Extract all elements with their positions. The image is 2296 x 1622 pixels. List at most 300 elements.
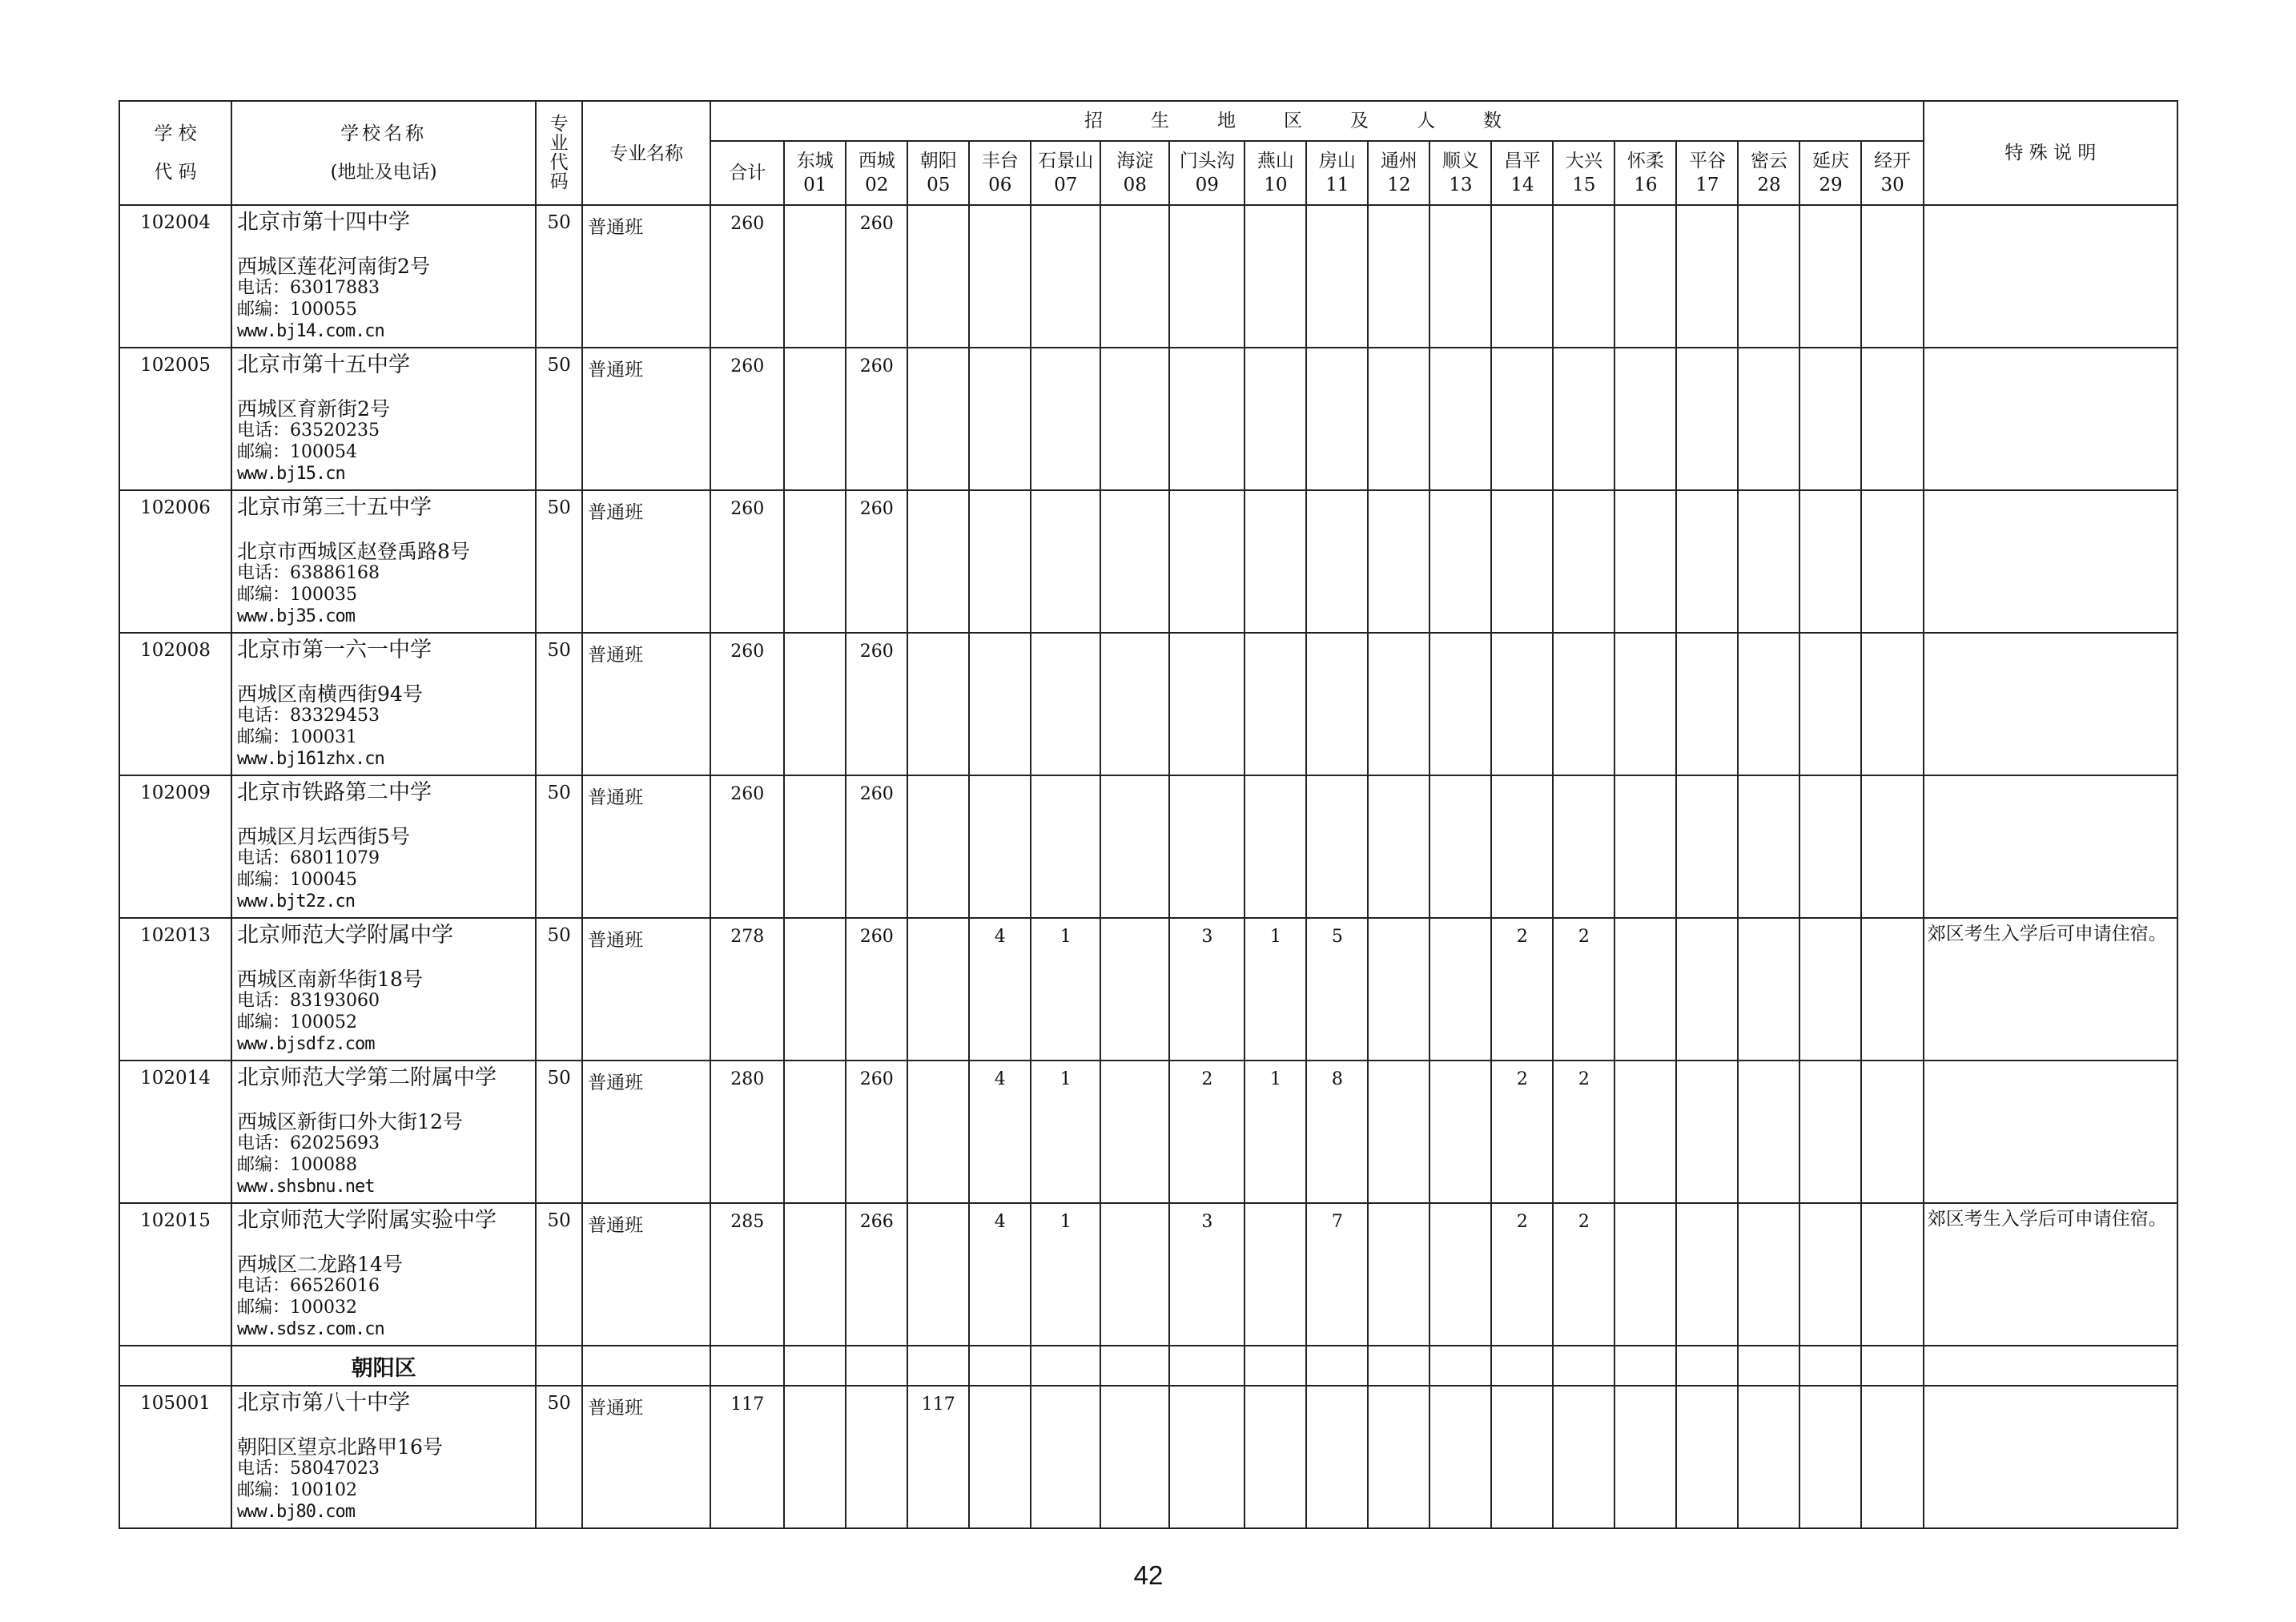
region-count-06 — [969, 633, 1031, 775]
header-region-02 — [846, 141, 907, 205]
header-region-12 — [1368, 141, 1429, 205]
region-count-09 — [1169, 205, 1245, 348]
region-count-10 — [1245, 490, 1306, 633]
region-count-02: 260 — [846, 490, 907, 633]
region-count-28 — [1738, 1203, 1799, 1346]
school-info — [231, 490, 536, 633]
region-count-06 — [969, 775, 1031, 918]
region-count-17 — [1676, 918, 1738, 1061]
region-name: 门头沟 — [1179, 151, 1235, 171]
region-count-17 — [1676, 633, 1738, 775]
region-count-01 — [784, 205, 846, 348]
region-count-05 — [907, 775, 969, 918]
school-postcode: 邮编：100035 — [237, 585, 358, 605]
region-count-16 — [1614, 633, 1676, 775]
school-name: 北京市第一六一中学 — [237, 638, 432, 662]
region-count-09: 2 — [1169, 1061, 1245, 1203]
region-count-05 — [907, 205, 969, 348]
region-count-07: 1 — [1031, 1203, 1100, 1346]
school-code: 102013 — [119, 918, 231, 1061]
region-count-15 — [1553, 775, 1614, 918]
school-address: 朝阳区望京北路甲16号 — [237, 1435, 443, 1459]
region-code: 08 — [1123, 175, 1147, 195]
region-count-30 — [1861, 775, 1923, 918]
major-code: 50 — [536, 1386, 582, 1528]
major-code: 50 — [536, 633, 582, 775]
region-name: 燕山 — [1257, 151, 1294, 171]
region-count-06 — [969, 348, 1031, 490]
region-count-17 — [1676, 348, 1738, 490]
region-count-12 — [1368, 775, 1429, 918]
special-note — [1924, 205, 2177, 348]
region-name: 怀柔 — [1627, 151, 1664, 171]
enrollment-table — [119, 100, 2178, 1529]
region-count-07: 1 — [1031, 1061, 1100, 1203]
region-count-30 — [1861, 490, 1923, 633]
school-address: 西城区育新街2号 — [237, 397, 390, 421]
total-count: 260 — [710, 348, 784, 490]
region-count-28 — [1738, 1386, 1799, 1528]
total-count: 280 — [710, 1061, 784, 1203]
school-address: 西城区月坛西街5号 — [237, 825, 410, 848]
school-info — [231, 775, 536, 918]
region-count-09: 3 — [1169, 918, 1245, 1061]
region-count-11 — [1306, 633, 1368, 775]
section-empty-cell — [969, 1346, 1031, 1386]
region-count-13 — [1429, 1203, 1491, 1346]
special-note — [1924, 775, 2177, 918]
region-count-12 — [1368, 348, 1429, 490]
major-name: 普通班 — [582, 348, 710, 490]
total-count: 260 — [710, 775, 784, 918]
region-count-08 — [1100, 1061, 1169, 1203]
header-region-17 — [1676, 141, 1738, 205]
section-empty-cell — [846, 1346, 907, 1386]
region-count-07: 1 — [1031, 918, 1100, 1061]
region-count-07 — [1031, 490, 1100, 633]
section-empty-cell — [1924, 1346, 2177, 1386]
school-code: 102014 — [119, 1061, 231, 1203]
region-count-09 — [1169, 1386, 1245, 1528]
region-count-12 — [1368, 633, 1429, 775]
region-count-02: 260 — [846, 205, 907, 348]
header-region-group: 招生地区及人数 — [710, 101, 1924, 141]
total-count: 278 — [710, 918, 784, 1061]
header-region-15 — [1553, 141, 1614, 205]
region-count-11: 7 — [1306, 1203, 1368, 1346]
section-empty-cell — [536, 1346, 582, 1386]
header-school-name: 学校名称 (地址及电话) — [231, 101, 536, 205]
header-region-28 — [1738, 141, 1799, 205]
school-code: 102004 — [119, 205, 231, 348]
region-count-08 — [1100, 1386, 1169, 1528]
major-name: 普通班 — [582, 1203, 710, 1346]
header-region-05 — [907, 141, 969, 205]
school-name: 北京市第八十中学 — [237, 1391, 411, 1415]
school-postcode: 邮编：100055 — [237, 300, 358, 320]
region-count-30 — [1861, 633, 1923, 775]
region-count-16 — [1614, 205, 1676, 348]
school-url: www.bj80.com — [237, 1502, 355, 1522]
region-count-14: 2 — [1491, 1203, 1553, 1346]
region-count-30 — [1861, 205, 1923, 348]
region-count-08 — [1100, 1203, 1169, 1346]
region-name: 东城 — [796, 151, 834, 171]
region-count-08 — [1100, 918, 1169, 1061]
school-url: www.bjt2z.cn — [237, 891, 355, 912]
region-count-16 — [1614, 1061, 1676, 1203]
region-count-16 — [1614, 775, 1676, 918]
special-note — [1924, 490, 2177, 633]
school-address: 西城区二龙路14号 — [237, 1253, 403, 1276]
region-count-10 — [1245, 348, 1306, 490]
region-count-13 — [1429, 1061, 1491, 1203]
region-count-14 — [1491, 490, 1553, 633]
school-info — [231, 348, 536, 490]
school-name: 北京市第十五中学 — [237, 352, 411, 377]
region-count-02: 260 — [846, 775, 907, 918]
header-region-13 — [1429, 141, 1491, 205]
region-code: 14 — [1510, 175, 1534, 195]
region-count-05 — [907, 633, 969, 775]
region-count-01 — [784, 1203, 846, 1346]
region-count-10 — [1245, 1203, 1306, 1346]
region-count-14: 2 — [1491, 918, 1553, 1061]
region-name: 密云 — [1750, 151, 1787, 171]
school-info — [231, 918, 536, 1061]
region-name: 平谷 — [1688, 151, 1726, 171]
region-count-07 — [1031, 1386, 1100, 1528]
table-row — [119, 918, 2177, 1061]
school-code: 102015 — [119, 1203, 231, 1346]
school-phone: 电话：83193060 — [237, 991, 380, 1011]
region-count-30 — [1861, 1386, 1923, 1528]
region-count-09 — [1169, 490, 1245, 633]
region-count-17 — [1676, 490, 1738, 633]
region-name: 延庆 — [1811, 151, 1849, 171]
region-count-07 — [1031, 633, 1100, 775]
region-count-13 — [1429, 633, 1491, 775]
region-count-11 — [1306, 348, 1368, 490]
region-code: 30 — [1880, 175, 1904, 195]
region-code: 06 — [988, 175, 1012, 195]
region-count-17 — [1676, 1386, 1738, 1528]
special-note — [1924, 1061, 2177, 1203]
region-count-11 — [1306, 490, 1368, 633]
section-empty-cell — [1245, 1346, 1306, 1386]
region-count-29 — [1799, 918, 1861, 1061]
region-count-02: 266 — [846, 1203, 907, 1346]
total-count: 260 — [710, 490, 784, 633]
school-phone: 电话：63886168 — [237, 563, 380, 583]
special-note — [1924, 633, 2177, 775]
region-count-11 — [1306, 205, 1368, 348]
header-region-30 — [1861, 141, 1923, 205]
header-region-06 — [969, 141, 1031, 205]
school-phone: 电话：66526016 — [237, 1276, 380, 1296]
region-code: 17 — [1695, 175, 1719, 195]
region-count-14 — [1491, 205, 1553, 348]
major-name: 普通班 — [582, 1061, 710, 1203]
school-info — [231, 1061, 536, 1203]
school-postcode: 邮编：100032 — [237, 1298, 358, 1318]
special-note: 郊区考生入学后可申请住宿。 — [1924, 1203, 2177, 1346]
section-empty-cell — [710, 1346, 784, 1386]
region-name: 昌平 — [1503, 151, 1541, 171]
region-count-28 — [1738, 918, 1799, 1061]
section-empty-cell — [1738, 1346, 1799, 1386]
region-count-06: 4 — [969, 1203, 1031, 1346]
school-url: www.bjsdfz.com — [237, 1034, 375, 1054]
school-url: www.bj161zhx.cn — [237, 749, 384, 769]
major-name: 普通班 — [582, 918, 710, 1061]
region-count-17 — [1676, 1203, 1738, 1346]
region-count-15 — [1553, 348, 1614, 490]
header-total: 合计 — [710, 141, 784, 205]
total-count: 260 — [710, 205, 784, 348]
region-name: 丰台 — [981, 151, 1019, 171]
region-count-29 — [1799, 775, 1861, 918]
major-code: 50 — [536, 918, 582, 1061]
section-label: 朝阳区 — [231, 1346, 536, 1386]
special-note — [1924, 348, 2177, 490]
region-count-14: 2 — [1491, 1061, 1553, 1203]
school-postcode: 邮编：100031 — [237, 727, 358, 747]
region-count-13 — [1429, 205, 1491, 348]
region-count-30 — [1861, 1061, 1923, 1203]
page-number: 42 — [1133, 1560, 1164, 1590]
school-url: www.sdsz.com.cn — [237, 1319, 384, 1339]
region-count-15: 2 — [1553, 918, 1614, 1061]
region-name: 顺义 — [1442, 151, 1479, 171]
section-empty-cell — [119, 1346, 231, 1386]
region-count-05: 117 — [907, 1386, 969, 1528]
header-region-29 — [1799, 141, 1861, 205]
region-name: 海淀 — [1116, 151, 1154, 171]
region-code: 01 — [803, 175, 827, 195]
school-code: 102008 — [119, 633, 231, 775]
total-count: 285 — [710, 1203, 784, 1346]
table-row — [119, 205, 2177, 348]
section-empty-cell — [1491, 1346, 1553, 1386]
school-info — [231, 1386, 536, 1528]
school-postcode: 邮编：100088 — [237, 1155, 358, 1175]
region-count-01 — [784, 490, 846, 633]
region-count-13 — [1429, 348, 1491, 490]
region-count-13 — [1429, 490, 1491, 633]
region-count-14 — [1491, 1386, 1553, 1528]
school-name: 北京市第三十五中学 — [237, 495, 432, 520]
school-info — [231, 633, 536, 775]
region-name: 房山 — [1318, 151, 1356, 171]
section-empty-cell — [1429, 1346, 1491, 1386]
region-count-09: 3 — [1169, 1203, 1245, 1346]
major-code: 50 — [536, 1203, 582, 1346]
table-row — [119, 490, 2177, 633]
region-count-29 — [1799, 1203, 1861, 1346]
region-count-09 — [1169, 775, 1245, 918]
region-count-17 — [1676, 775, 1738, 918]
header-special-notes: 特 殊 说 明 — [1924, 101, 2177, 205]
region-code: 11 — [1325, 175, 1349, 195]
major-code: 50 — [536, 490, 582, 633]
region-count-30 — [1861, 348, 1923, 490]
region-count-29 — [1799, 205, 1861, 348]
major-name: 普通班 — [582, 1386, 710, 1528]
region-count-10: 1 — [1245, 1061, 1306, 1203]
region-count-15 — [1553, 1386, 1614, 1528]
region-count-15: 2 — [1553, 1061, 1614, 1203]
region-count-15: 2 — [1553, 1203, 1614, 1346]
header-major-code: 专业代码 — [536, 101, 582, 205]
region-count-15 — [1553, 205, 1614, 348]
region-count-29 — [1799, 348, 1861, 490]
region-code: 28 — [1757, 175, 1781, 195]
region-code: 15 — [1572, 175, 1596, 195]
region-count-08 — [1100, 775, 1169, 918]
special-note: 郊区考生入学后可申请住宿。 — [1924, 918, 2177, 1061]
table-row — [119, 1203, 2177, 1346]
region-code: 07 — [1054, 175, 1078, 195]
region-count-06 — [969, 1386, 1031, 1528]
school-phone: 电话：83329453 — [237, 706, 380, 726]
school-phone: 电话：63520235 — [237, 421, 380, 441]
region-count-01 — [784, 633, 846, 775]
section-empty-cell — [784, 1346, 846, 1386]
school-name: 北京师范大学第二附属中学 — [237, 1065, 497, 1090]
region-count-29 — [1799, 633, 1861, 775]
region-name: 经开 — [1874, 151, 1912, 171]
region-code: 13 — [1449, 175, 1473, 195]
school-phone: 电话：58047023 — [237, 1459, 380, 1479]
major-code: 50 — [536, 205, 582, 348]
school-name: 北京师范大学附属实验中学 — [237, 1208, 497, 1233]
region-count-08 — [1100, 633, 1169, 775]
region-count-12 — [1368, 1203, 1429, 1346]
school-url: www.bj35.com — [237, 606, 355, 626]
school-phone: 电话：68011079 — [237, 848, 380, 868]
header-region-10 — [1245, 141, 1306, 205]
region-name: 朝阳 — [919, 151, 957, 171]
header-region-11 — [1306, 141, 1368, 205]
region-code: 02 — [865, 175, 889, 195]
region-count-16 — [1614, 1203, 1676, 1346]
region-count-28 — [1738, 348, 1799, 490]
region-name: 石景山 — [1038, 151, 1094, 171]
region-count-29 — [1799, 490, 1861, 633]
header-region-07 — [1031, 141, 1100, 205]
header-region-16 — [1614, 141, 1676, 205]
table-row — [119, 1061, 2177, 1203]
region-count-28 — [1738, 633, 1799, 775]
region-count-15 — [1553, 633, 1614, 775]
region-count-29 — [1799, 1386, 1861, 1528]
section-empty-cell — [1614, 1346, 1676, 1386]
region-code: 09 — [1195, 175, 1219, 195]
school-address: 西城区南新华街18号 — [237, 968, 423, 991]
region-name: 大兴 — [1565, 151, 1602, 171]
region-count-06: 4 — [969, 918, 1031, 1061]
school-code: 102005 — [119, 348, 231, 490]
school-url: www.shsbnu.net — [237, 1177, 375, 1197]
header-major-name: 专业名称 — [582, 101, 710, 205]
school-postcode: 邮编：100045 — [237, 870, 358, 890]
region-count-09 — [1169, 348, 1245, 490]
section-empty-cell — [1799, 1346, 1861, 1386]
region-count-05 — [907, 490, 969, 633]
region-count-10 — [1245, 633, 1306, 775]
region-count-01 — [784, 348, 846, 490]
table-row — [119, 348, 2177, 490]
major-name: 普通班 — [582, 205, 710, 348]
region-count-02: 260 — [846, 633, 907, 775]
region-count-02: 260 — [846, 348, 907, 490]
school-address: 西城区南横西街94号 — [237, 682, 423, 706]
region-count-28 — [1738, 205, 1799, 348]
section-empty-cell — [1553, 1346, 1614, 1386]
school-url: www.bj14.com.cn — [237, 321, 384, 341]
major-name: 普通班 — [582, 490, 710, 633]
region-count-12 — [1368, 490, 1429, 633]
region-count-14 — [1491, 775, 1553, 918]
school-phone: 电话：63017883 — [237, 278, 380, 298]
region-count-06 — [969, 205, 1031, 348]
region-count-01 — [784, 1386, 846, 1528]
region-count-06 — [969, 490, 1031, 633]
region-count-02 — [846, 1386, 907, 1528]
region-count-30 — [1861, 1203, 1923, 1346]
region-count-14 — [1491, 348, 1553, 490]
region-count-01 — [784, 918, 846, 1061]
table-row — [119, 1386, 2177, 1528]
major-code: 50 — [536, 348, 582, 490]
region-count-12 — [1368, 205, 1429, 348]
region-code: 12 — [1387, 175, 1411, 195]
region-count-02: 260 — [846, 918, 907, 1061]
region-count-17 — [1676, 1061, 1738, 1203]
region-count-13 — [1429, 775, 1491, 918]
region-count-01 — [784, 775, 846, 918]
region-count-11: 5 — [1306, 918, 1368, 1061]
total-count: 117 — [710, 1386, 784, 1528]
section-empty-cell — [1100, 1346, 1169, 1386]
major-name: 普通班 — [582, 633, 710, 775]
region-count-28 — [1738, 1061, 1799, 1203]
region-count-05 — [907, 1203, 969, 1346]
school-postcode: 邮编：100102 — [237, 1480, 358, 1500]
section-empty-cell — [1676, 1346, 1738, 1386]
school-address: 北京市西城区赵登禹路8号 — [237, 540, 470, 563]
school-name: 北京市铁路第二中学 — [237, 780, 432, 805]
region-count-06: 4 — [969, 1061, 1031, 1203]
section-empty-cell — [1031, 1346, 1100, 1386]
header-school-code: 学 校 代 码 — [119, 101, 231, 205]
special-note — [1924, 1386, 2177, 1528]
region-count-16 — [1614, 490, 1676, 633]
major-name: 普通班 — [582, 775, 710, 918]
school-code: 105001 — [119, 1386, 231, 1528]
header-region-09 — [1169, 141, 1245, 205]
region-count-10 — [1245, 775, 1306, 918]
section-row — [119, 1346, 2177, 1386]
region-count-07 — [1031, 348, 1100, 490]
region-count-09 — [1169, 633, 1245, 775]
region-count-16 — [1614, 1386, 1676, 1528]
school-postcode: 邮编：100054 — [237, 442, 358, 462]
school-code: 102009 — [119, 775, 231, 918]
school-postcode: 邮编：100052 — [237, 1012, 358, 1032]
region-count-08 — [1100, 205, 1169, 348]
